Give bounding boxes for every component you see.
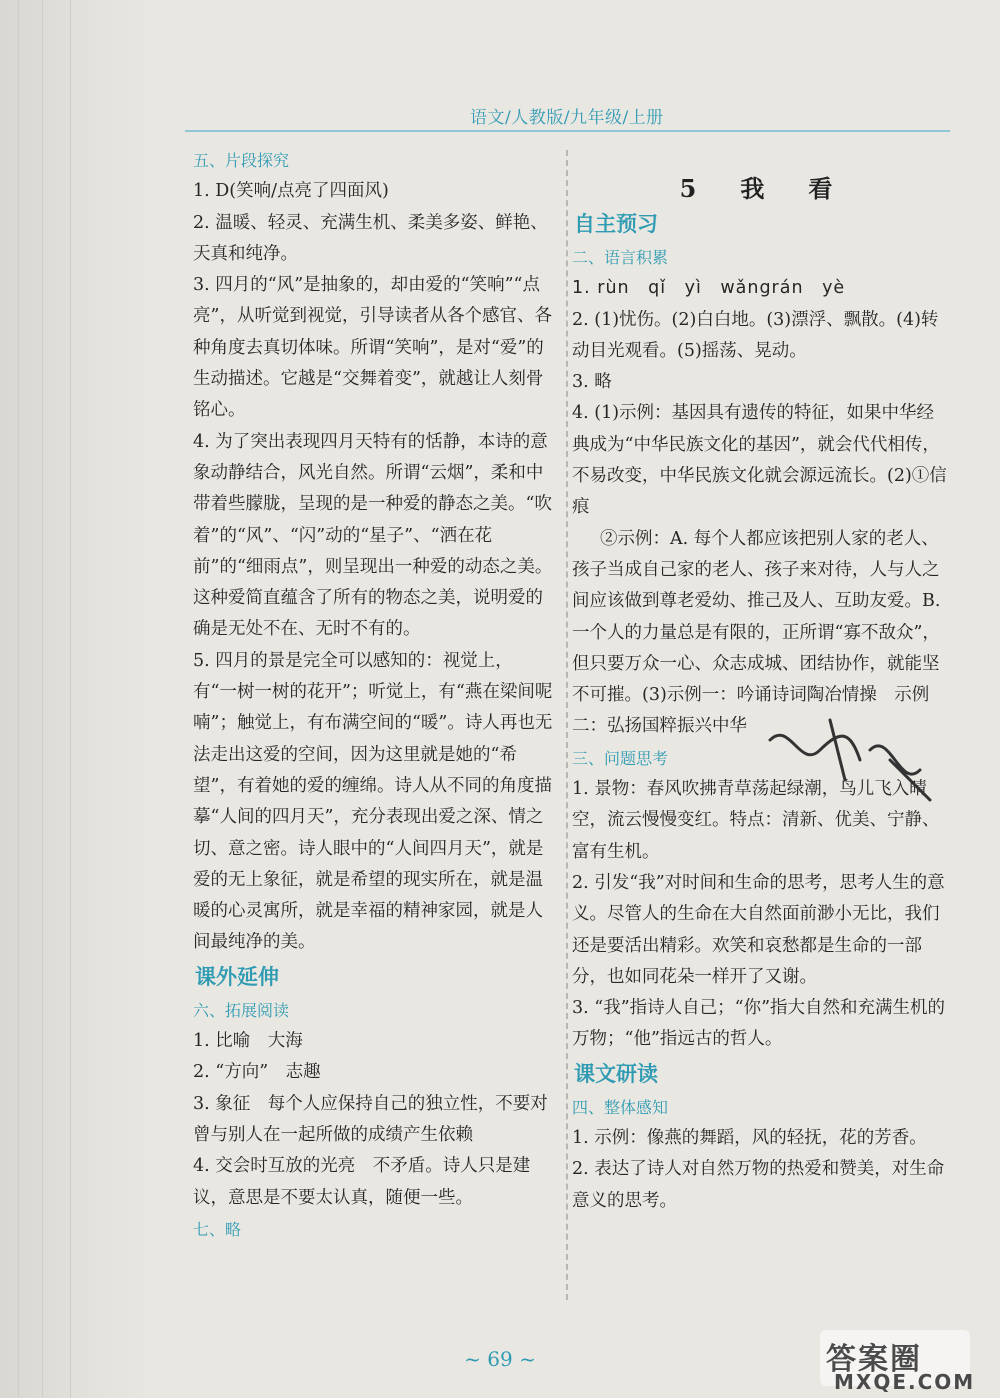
answer-item: 4. 交会时互放的光亮 不矛盾。诗人只是建议，意思是不要太认真，随便一些。: [193, 1156, 531, 1208]
column-divider: [566, 150, 568, 1300]
edge-line: [70, 0, 71, 1398]
page-number: ~ 69 ~: [464, 1347, 536, 1371]
answer-item: 3. 象征 每个人应保持自己的独立性，不要对曾与别人在一起所做的成绩产生依赖: [193, 1093, 548, 1145]
answer-item-pinyin: 1. rùn qǐ yì wǎngrán yè: [572, 278, 846, 299]
section-heading-2: 二、语言积累: [572, 248, 669, 267]
watermark-logo-text: 答案圈: [826, 1342, 922, 1377]
answer-item: 4. 为了突出表现四月天特有的恬静，本诗的意象动静结合，风光自然。所谓“云烟”，柔和中带着些朦胧，呈现的是一种爱的静态之美。“吹着”的“风”、“闪”动的“星子”、“洒在花前”的“细雨点”，则呈现出一种爱的动态之美。这种爱简直蕴含了所有的物态之美，说明爱的确是无处不在、无时不有的。: [193, 431, 553, 640]
answer-item: 3. 略: [572, 372, 612, 393]
section-heading-5: 五、片段探究: [193, 151, 290, 170]
section-heading-7: 七、略: [193, 1219, 242, 1239]
answer-item: 2. 引发“我”对时间和生命的思考，思考人生的意义。尽管人的生命在大自然面前渺小无比，我们还是要活出精彩。欢笑和哀愁都是生命的一部分，也如同花朵一样开了又谢。: [572, 872, 945, 987]
answer-item: 3. 四月的“风”是抽象的，却由爱的“笑响”“点亮”，从听觉到视觉，引导读者从各个感官、各种角度去真切体味。所谓“笑响”，是对“爱”的生动描述。它越是“交舞着变”，就越让人刻骨铭心。: [193, 275, 552, 421]
running-header: 语文/人教版/九年级/上册: [470, 108, 664, 128]
left-column: [193, 145, 553, 1245]
section-heading-4: 四、整体感知: [572, 1097, 669, 1117]
header-rule: [185, 130, 950, 132]
section-heading-6: 六、拓展阅读: [193, 1000, 290, 1020]
section-heading-3: 三、问题思考: [572, 748, 669, 768]
answer-item: 1. 比喻 大海: [193, 1031, 303, 1052]
watermark-url: MXQE.COM: [834, 1370, 976, 1394]
answer-item: 5. 四月的景是完全可以感知的：视觉上，有“一树一树的花开”；听觉上，有“燕在梁间呢喃”；触觉上，有布满空间的“暖”。诗人再也无法走出这爱的空间，因为这里就是她的“希望”，有着她的爱的缠绵。诗人从不同的角度描摹“人间的四月天”，充分表现出爱之深、情之切、意之密。诗人眼中的“人间四月天”，就是爱的无上象征，就是希望的现实所在，就是温暖的心灵寓所，就是幸福的精神家园，就是人间最纯净的美。: [193, 650, 553, 953]
edge-line: [42, 0, 43, 1398]
handwritten-scribble: [760, 700, 940, 820]
answer-item: 2. 表达了诗人对自然万物的热爱和赞美，对生命意义的思考。: [572, 1159, 945, 1211]
page-edge-shadow: [0, 0, 160, 1398]
section-banner-extension: 课外延伸: [195, 964, 279, 989]
section-banner-study: 课文研读: [574, 1061, 658, 1086]
answer-item: 2. 温暖、轻灵、充满生机、柔美多姿、鲜艳、天真和纯净。: [193, 212, 548, 264]
lesson-title: 5 我 看: [679, 174, 843, 203]
answer-item: ②示例：A. 每个人都应该把别人家的老人、孩子当成自己家的老人、孩子来对待，人与人之间应该做到尊老爱幼、推己及人、互助友爱。B. 一个人的力量总是有限的，正所谓“寡不敌众”，但只要万众一心、众志成城、团结协作，就能坚不可摧。(3)示例一：吟诵诗词陶冶情操 示例二：弘扬国粹振兴中华: [572, 528, 941, 737]
answer-item: 1. 景物：春风吹拂青草荡起绿潮，鸟儿飞入晴空，流云慢慢变红。特点：清新、优美、宁静、富有生机。: [572, 779, 940, 862]
section-banner-preview: 自主预习: [574, 212, 658, 236]
answer-item: 1. 示例：像燕的舞蹈，风的轻抚，花的芳香。: [572, 1128, 927, 1149]
answer-item: 3. “我”指诗人自己；“你”指大自然和充满生机的万物；“他”指远古的哲人。: [572, 998, 946, 1050]
answer-item: 2. (1)忧伤。(2)白白地。(3)漂浮、飘散。(4)转动目光观看。(5)摇荡、晃动。: [572, 309, 939, 361]
answer-item: 1. D(笑响/点亮了四面风): [193, 181, 389, 202]
right-column: [572, 172, 965, 1217]
edge-line: [18, 0, 19, 1398]
answer-item: 2. “方向” 志趣: [193, 1062, 321, 1083]
answer-item: 4. (1)示例：基因具有遗传的特征，如果中华经典成为“中华民族文化的基因”，就会代代相传，不易改变，中华民族文化就会源远流长。(2)①信 痕: [572, 403, 965, 518]
